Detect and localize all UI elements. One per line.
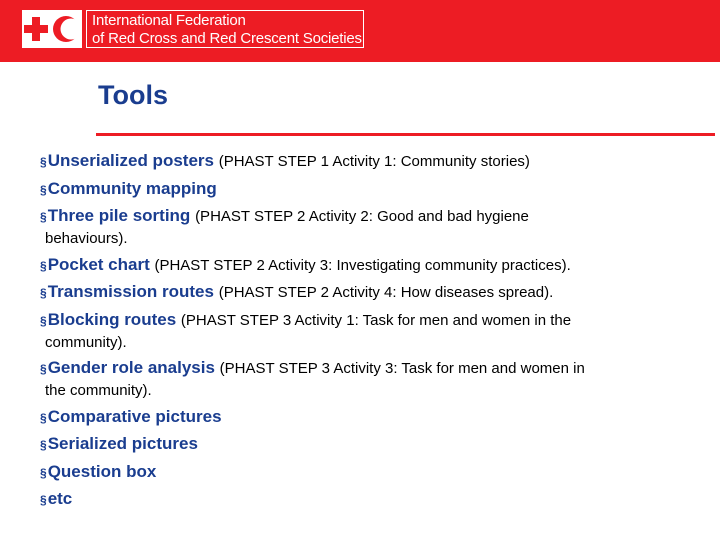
list-item bbox=[40, 150, 710, 173]
bullet-icon: § bbox=[40, 258, 47, 273]
tool-name: Transmission routes bbox=[47, 282, 214, 301]
list-item bbox=[40, 281, 710, 304]
tool-name: Question box bbox=[47, 461, 157, 481]
org-name-line-1: International Federation bbox=[92, 12, 246, 29]
logo bbox=[22, 10, 82, 48]
list-item bbox=[40, 357, 710, 401]
list-item bbox=[40, 488, 710, 511]
page-title: Tools bbox=[98, 80, 168, 110]
list-item bbox=[40, 254, 710, 277]
tool-name: Community mapping bbox=[47, 178, 217, 198]
list-item bbox=[40, 461, 710, 484]
tool-name: Blocking routes bbox=[47, 309, 177, 329]
tool-detail: (PHAST STEP 1 Activity 1: Community stories) bbox=[218, 153, 530, 170]
tool-name: etc bbox=[47, 489, 73, 508]
list-item bbox=[40, 309, 710, 353]
tool-name: Serialized pictures bbox=[47, 434, 198, 453]
bullet-icon: § bbox=[40, 313, 47, 328]
bullet-icon: § bbox=[40, 155, 47, 169]
list-item bbox=[40, 406, 710, 429]
tool-detail: (PHAST STEP 3 Activity 3: Task for men and women in bbox=[219, 360, 585, 377]
tool-name: Gender role analysis bbox=[47, 358, 215, 377]
tool-name: Comparative pictures bbox=[47, 406, 222, 426]
bullet-icon: § bbox=[40, 182, 47, 197]
tool-name: Three pile sorting bbox=[47, 206, 191, 225]
tool-detail-continued: community). bbox=[45, 333, 127, 351]
organization-name bbox=[86, 10, 364, 48]
tool-name: Pocket chart bbox=[47, 254, 150, 274]
list-item bbox=[40, 178, 710, 201]
bullet-icon: § bbox=[40, 493, 47, 507]
org-name-line-2: of Red Cross and Red Crescent Societies bbox=[92, 30, 362, 47]
bullet-icon: § bbox=[40, 286, 47, 300]
tool-detail-continued: the community). bbox=[45, 382, 152, 399]
tool-detail-continued: behaviours). bbox=[45, 230, 128, 247]
bullet-icon: § bbox=[40, 465, 47, 480]
bullet-icon: § bbox=[40, 210, 47, 224]
bullet-icon: § bbox=[40, 438, 47, 452]
tool-detail: (PHAST STEP 2 Activity 3: Investigating community practices). bbox=[154, 256, 571, 274]
bullet-icon: § bbox=[40, 362, 47, 376]
header-bar bbox=[0, 0, 720, 62]
bullet-icon: § bbox=[40, 410, 47, 425]
red-cross-crescent-icon bbox=[22, 10, 82, 48]
list-item bbox=[40, 433, 710, 456]
tools-list bbox=[40, 150, 710, 516]
tool-detail: (PHAST STEP 2 Activity 4: How diseases spread). bbox=[218, 284, 554, 301]
tool-detail: (PHAST STEP 3 Activity 1: Task for men and women in the bbox=[180, 311, 572, 329]
title-divider bbox=[96, 133, 715, 136]
list-item bbox=[40, 205, 710, 249]
tool-detail: (PHAST STEP 2 Activity 2: Good and bad hygiene bbox=[195, 208, 529, 225]
tool-name: Unserialized posters bbox=[47, 151, 214, 170]
